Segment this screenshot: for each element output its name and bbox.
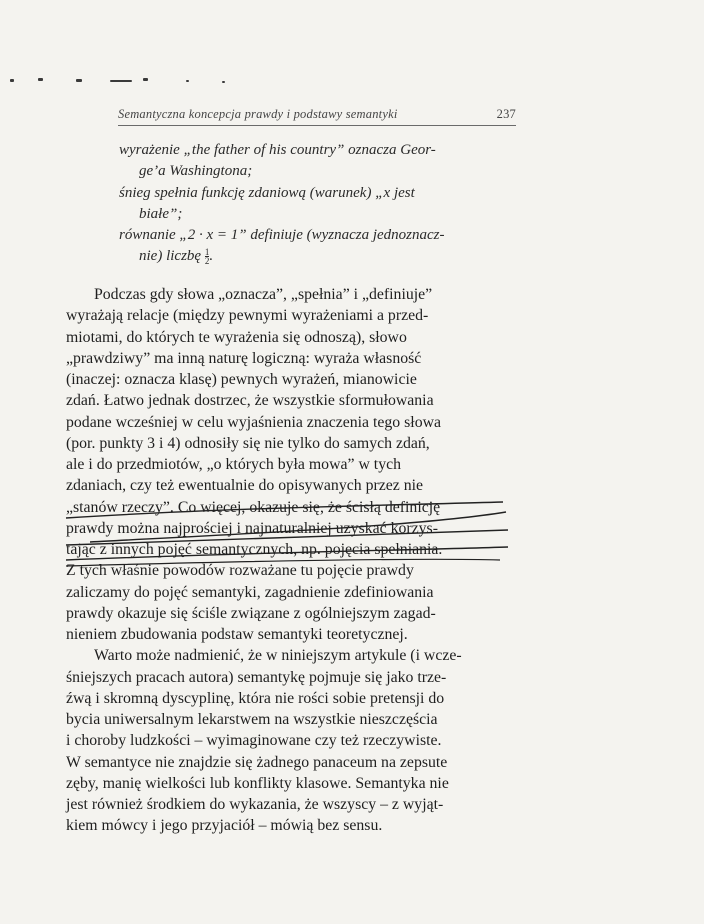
- header-rule: [118, 125, 516, 126]
- fraction-denominator: 2: [204, 256, 210, 267]
- text-line: wyrażają relacje (między pewnymi wyrażeniami a przed-: [66, 307, 429, 325]
- text-line: podane wcześniej w celu wyjaśnienia znaczenia tego słowa: [66, 413, 442, 431]
- line-text: Podczas gdy słowa „oznacza”, „spełnia” i „definiuje”: [94, 286, 433, 303]
- text-line: „prawdziwy” ma inną naturę logiczną: wyraża własność: [66, 349, 422, 367]
- example-line: ge’a Washingtona;: [139, 163, 253, 180]
- text-line: kiem mówcy i jego przyjaciół – mówią bez sensu.: [66, 817, 383, 835]
- text-line: (inaczej: oznacza klasę) pewnych wyrażeń, mianowicie: [66, 371, 417, 388]
- fraction-after: .: [209, 248, 214, 265]
- examples-block: [119, 140, 517, 268]
- text-line: Z tych właśnie powodów rozważane tu pojęcie prawdy: [66, 562, 414, 580]
- example-text: nie) liczbę: [139, 248, 202, 265]
- text-line: tając z innych pojęć semantycznych, np. pojęcia spełniania.: [66, 541, 443, 558]
- body-text: [66, 284, 512, 837]
- text-line: ale i do przedmiotów, „o których była mowa” w tych: [66, 456, 401, 473]
- text-line: „stanów rzeczy”. Co więcej, okazuje się, że ścisłą definicję: [66, 498, 441, 516]
- text-line: prawdy okazuje się ściśle związane z ogólniejszym zagad-: [66, 604, 436, 622]
- text-line: miotami, do których te wyrażenia się odnoszą), słowo: [66, 328, 407, 346]
- running-head-title: Semantyczna koncepcja prawdy i podstawy semantyki: [118, 107, 398, 121]
- example-line: wyrażenie „the father of his country” oznacza Geor-: [119, 142, 436, 158]
- text-line: Warto może nadmienić, że w niniejszym artykule (i wcze-: [94, 647, 462, 665]
- text-line: nieniem zbudowania podstaw semantyki teoretycznej.: [66, 626, 408, 643]
- text-line: zęby, manię wielkości lub konflikty klasowe. Semantyka nie: [66, 774, 449, 792]
- example-line: [119, 246, 517, 267]
- fraction-numerator: 1: [204, 247, 210, 258]
- running-head: [118, 107, 516, 125]
- text-line: bycia uniwersalnym lekarstwem na wszystkie nieszczęścia: [66, 711, 438, 728]
- text-line: śniejszych pracach autora) semantykę pojmuje się jako trze-: [66, 668, 447, 686]
- scan-specks: [0, 74, 260, 88]
- text-line: i choroby ludzkości – wyimaginowane czy też rzeczywiste.: [66, 732, 442, 750]
- paragraph-2: [66, 645, 512, 836]
- text-line: prawdy można najprościej i najnaturalniej uzyskać korzys-: [66, 519, 438, 537]
- example-line: białe”;: [139, 205, 183, 222]
- example-line: śnieg spełnia funkcję zdaniową (warunek) „x jest: [119, 184, 415, 201]
- paragraph-1: [66, 284, 512, 645]
- text-line: źwą i skromną dyscyplinę, która nie rości sobie pretensji do: [66, 689, 445, 707]
- example-line: równanie „2 · x = 1” definiuje (wyznacza jednoznacz-: [119, 227, 445, 244]
- text-line: W semantyce nie znajdzie się żadnego panaceum na zepsute: [66, 753, 448, 771]
- text-line: [66, 284, 512, 305]
- text-line: zdaniach, czy też ewentualnie do opisywanych przez nie: [66, 477, 424, 495]
- page-number: 237: [496, 107, 516, 121]
- text-line: zaliczamy do pojęć semantyki, zagadnienie zdefiniowania: [66, 583, 434, 601]
- text-line: zdań. Łatwo jednak dostrzec, że wszystkie sformułowania: [66, 392, 434, 410]
- text-line: (por. punkty 3 i 4) odnosiły się nie tylko do samych zdań,: [66, 434, 430, 452]
- text-line: jest również środkiem do wykazania, że wszyscy – z wyjąt-: [66, 796, 444, 813]
